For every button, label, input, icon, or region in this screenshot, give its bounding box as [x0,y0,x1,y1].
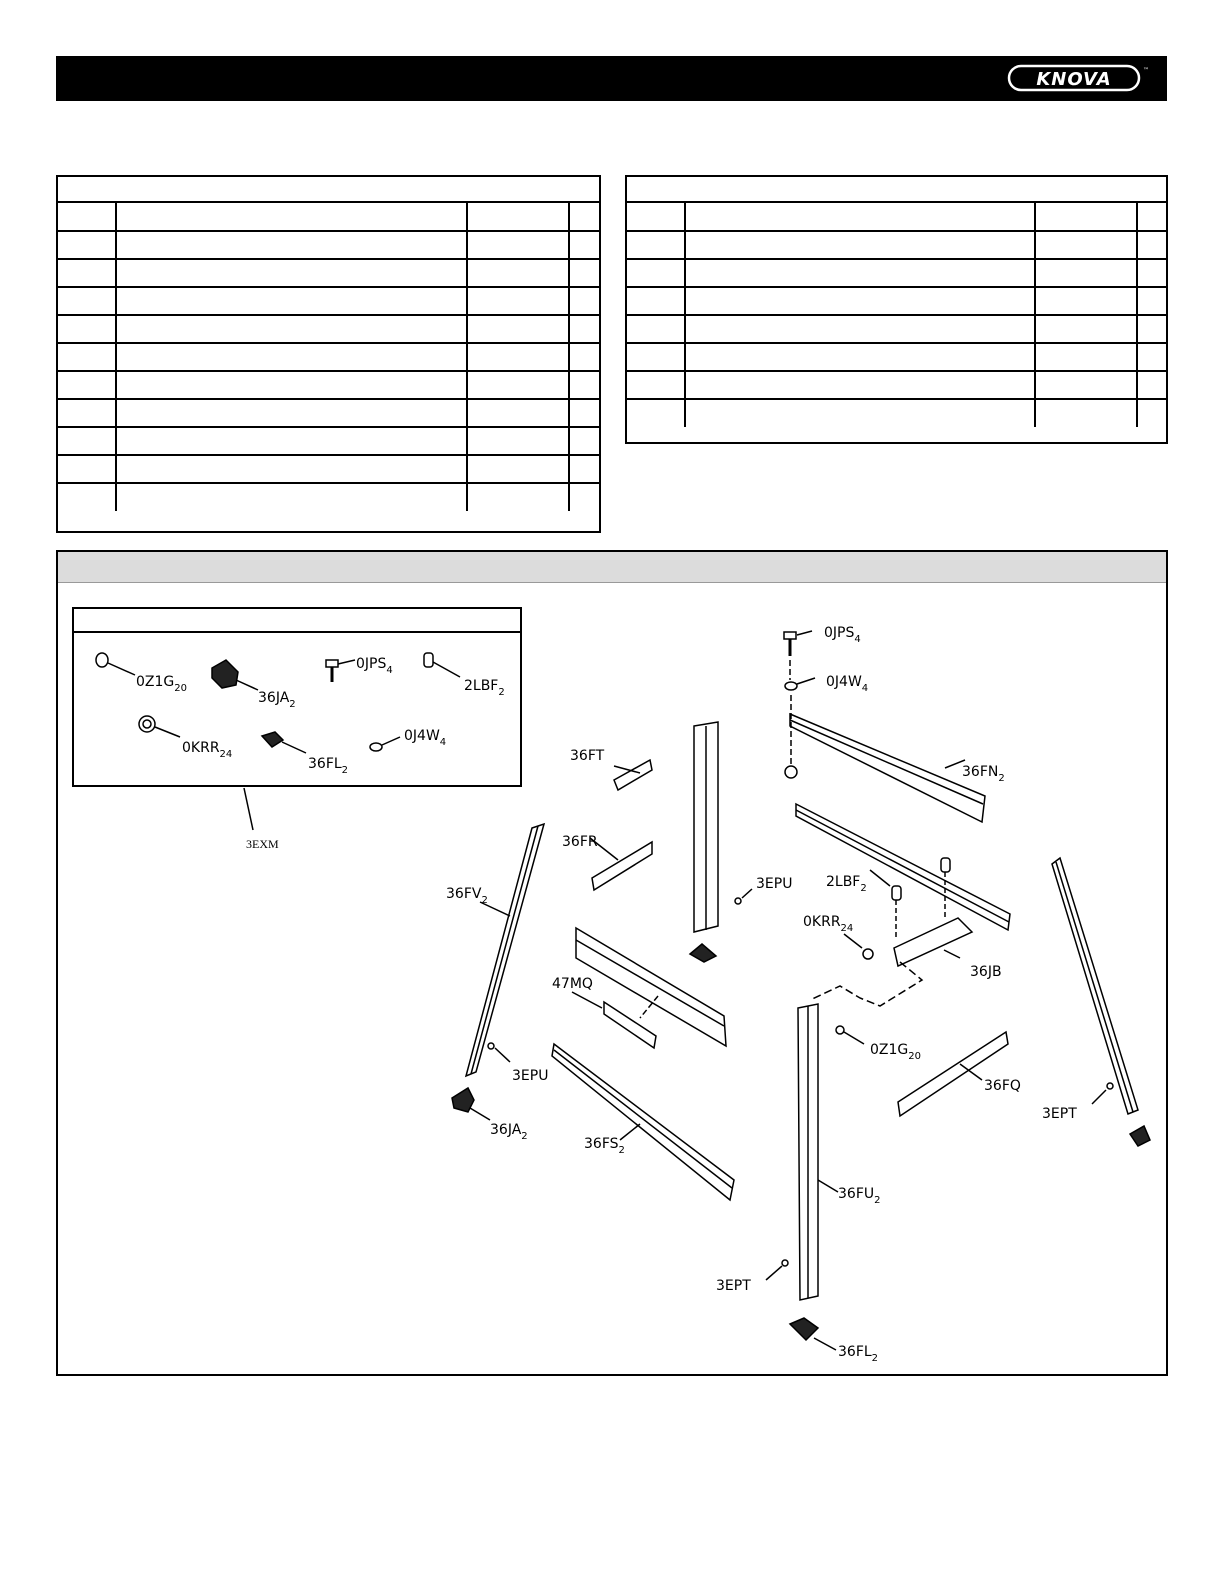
kit-part-callout: $0Z1G_{20}$ [136,674,187,694]
diagram-callout: 3EPT [716,1278,751,1294]
panel-47mq [604,1002,656,1048]
svg-text:™: ™ [1143,67,1149,74]
kit-part-callout: $0KRR_{24}$ [182,740,233,760]
kit-part-callout: $0J4W_4$ [404,728,447,748]
diagram-callout: $0JPS_4$ [824,625,861,645]
diagram-callout: $0J4W_4$ [826,674,869,694]
diagram-callout: $36JA_2$ [490,1122,528,1142]
diagram-callout: 36FT [570,748,605,764]
diagram-callout: 36JB [970,964,1002,980]
diagram-callout: 47MQ [552,976,593,992]
diagram-callout: 36FQ [984,1078,1021,1094]
bolt-icon [326,660,338,667]
diagram-callout: 3EPT [1042,1106,1077,1122]
foot-icon [690,944,716,962]
diagram-callout: $36FN_2$ [962,764,1005,784]
diagram-callout: $36FL_2$ [838,1344,879,1364]
bracket-36ft [614,760,652,790]
leg-3ept-right [1052,858,1138,1114]
brace-36fr [592,842,652,890]
spacer-icon [424,653,433,667]
corner-foot-icon [262,732,283,747]
diagram-callout: $36FS_2$ [584,1136,625,1156]
diagram-callout: $36FV_2$ [446,886,488,906]
nut-icon [139,716,155,732]
brace-36fq [898,1032,1008,1116]
diagram-callout: 3EPU [756,876,793,892]
diagram-callout: 3EPU [512,1068,549,1084]
bolt-icon [784,632,796,639]
foot-icon [1130,1126,1150,1146]
kit-part-callout: $0JPS_4$ [356,656,393,676]
diagram-callout: $2LBF_2$ [826,874,867,894]
corner-foot-icon [790,1318,818,1340]
diagram-callout: $0Z1G_{20}$ [870,1042,921,1062]
rail-36fn [790,714,985,822]
plate-36jb [894,918,972,966]
svg-text:KNOVA: KNOVA [1036,69,1112,90]
kit-part-callout: $2LBF_2$ [464,678,505,698]
kit-part-callout: $36JA_2$ [258,690,296,710]
diagram-callout: $0KRR_{24}$ [803,914,854,934]
kit-part-callout: $36FL_2$ [308,756,349,776]
diagram-callout: 36FR [562,834,598,850]
foot-icon [212,660,238,688]
diagram-callout: $36FU_2$ [838,1186,881,1206]
washer-icon [785,682,797,690]
rail-36fs [552,1044,734,1200]
nut-icon [785,766,797,778]
washer-icon [370,743,382,751]
cap-icon [96,653,108,667]
kit-id-label: 3EXM [246,837,279,851]
